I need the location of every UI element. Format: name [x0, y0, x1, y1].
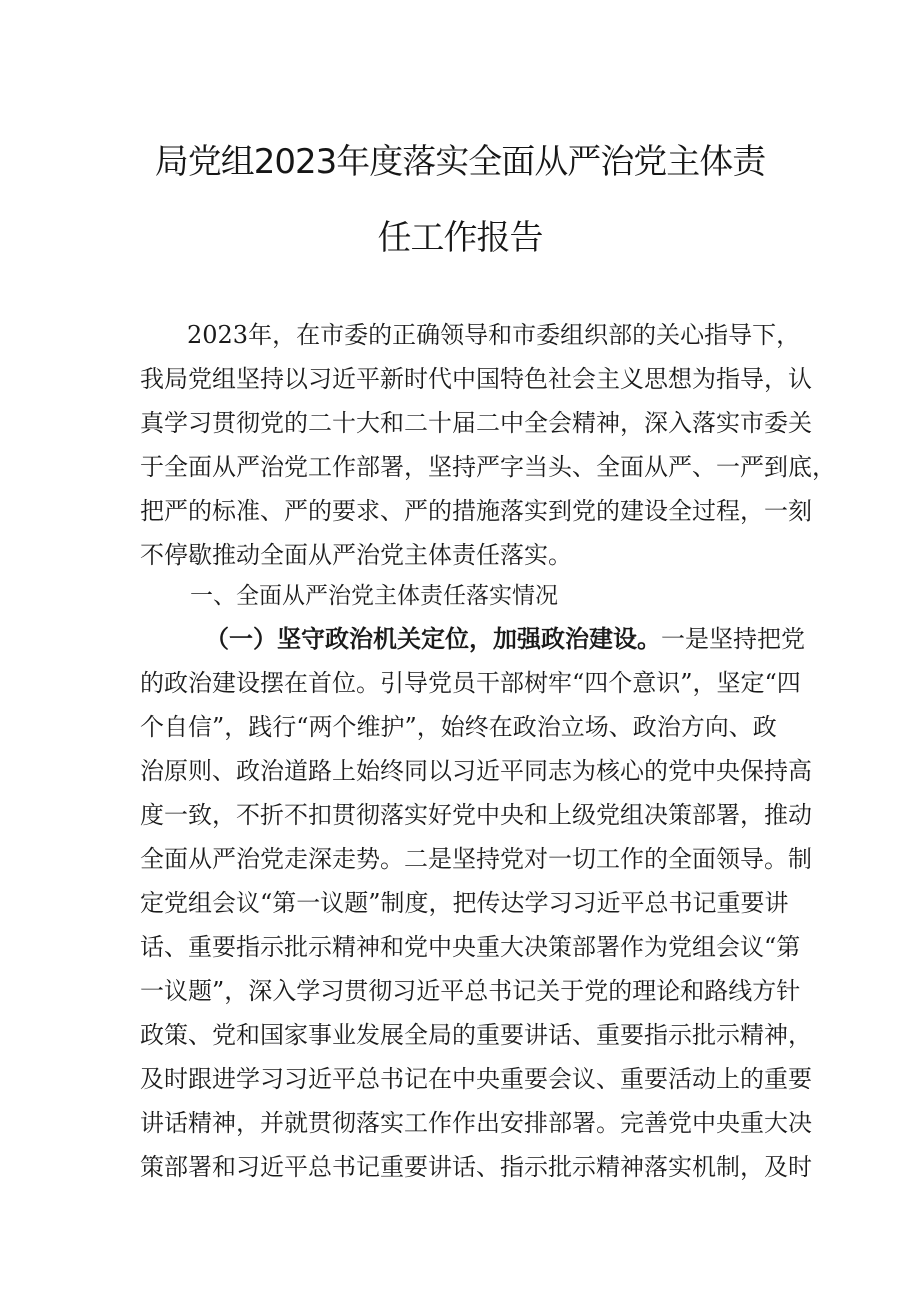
body-line: 政策、党和国家事业发展全局的重要讲话、重要指示批示精神， — [140, 1021, 812, 1049]
intro-line: 不停歇推动全面从严治党主体责任落实。 — [140, 541, 572, 569]
body-line: 定党组会议“第一议题”制度，把传达学习习近平总书记重要讲 — [140, 889, 789, 917]
body-line: 策部署和习近平总书记重要讲话、指示批示精神落实机制，及时 — [140, 1153, 812, 1181]
body-line: 讲话精神，并就贯彻落实工作作出安排部署。完善党中央重大决 — [140, 1109, 812, 1137]
intro-line: 把严的标准、严的要求、严的措施落实到党的建设全过程，一刻 — [140, 497, 812, 525]
body-line: 全面从严治党走深走势。二是坚持党对一切工作的全面领导。制 — [140, 845, 812, 873]
body-line: 度一致，不折不扣贯彻落实好党中央和上级党组决策部署，推动 — [140, 801, 812, 829]
intro-line: 2023年，在市委的正确领导和市委组织部的关心指导下， — [187, 321, 801, 349]
document-title-line-1: 局党组2023年度落实全面从严治党主体责 — [154, 142, 766, 182]
body-line: 话、重要指示批示精神和党中央重大决策部署作为党组会议“第 — [140, 933, 801, 961]
section-heading: 一、全面从严治党主体责任落实情况 — [190, 583, 558, 609]
body-line: 的政治建设摆在首位。引导党员干部树牢“四个意识”，坚定“四 — [140, 669, 801, 697]
intro-line: 真学习贯彻党的二十大和二十届二中全会精神，深入落实市委关 — [140, 409, 812, 437]
body-line: 及时跟进学习习近平总书记在中央重要会议、重要活动上的重要 — [140, 1065, 812, 1093]
body-line: 个自信”，践行“两个维护”，始终在政治立场、政治方向、政 — [140, 713, 777, 741]
subsection-first-line — [205, 624, 805, 654]
document-title-line-2: 任工作报告 — [377, 218, 543, 258]
subsection-heading: （一）坚守政治机关定位，加强政治建设。 — [205, 624, 661, 653]
body-line: 一议题”，深入学习贯彻习近平总书记关于党的理论和路线方针 — [140, 977, 801, 1005]
intro-line: 我局党组坚持以习近平新时代中国特色社会主义思想为指导，认 — [140, 365, 812, 393]
body-line: 治原则、政治道路上始终同以习近平同志为核心的党中央保持高 — [140, 757, 812, 785]
subsection-text-start: 一是坚持把党 — [661, 625, 805, 653]
intro-line: 于全面从严治党工作部署，坚持严字当头、全面从严、一严到底， — [140, 453, 836, 481]
